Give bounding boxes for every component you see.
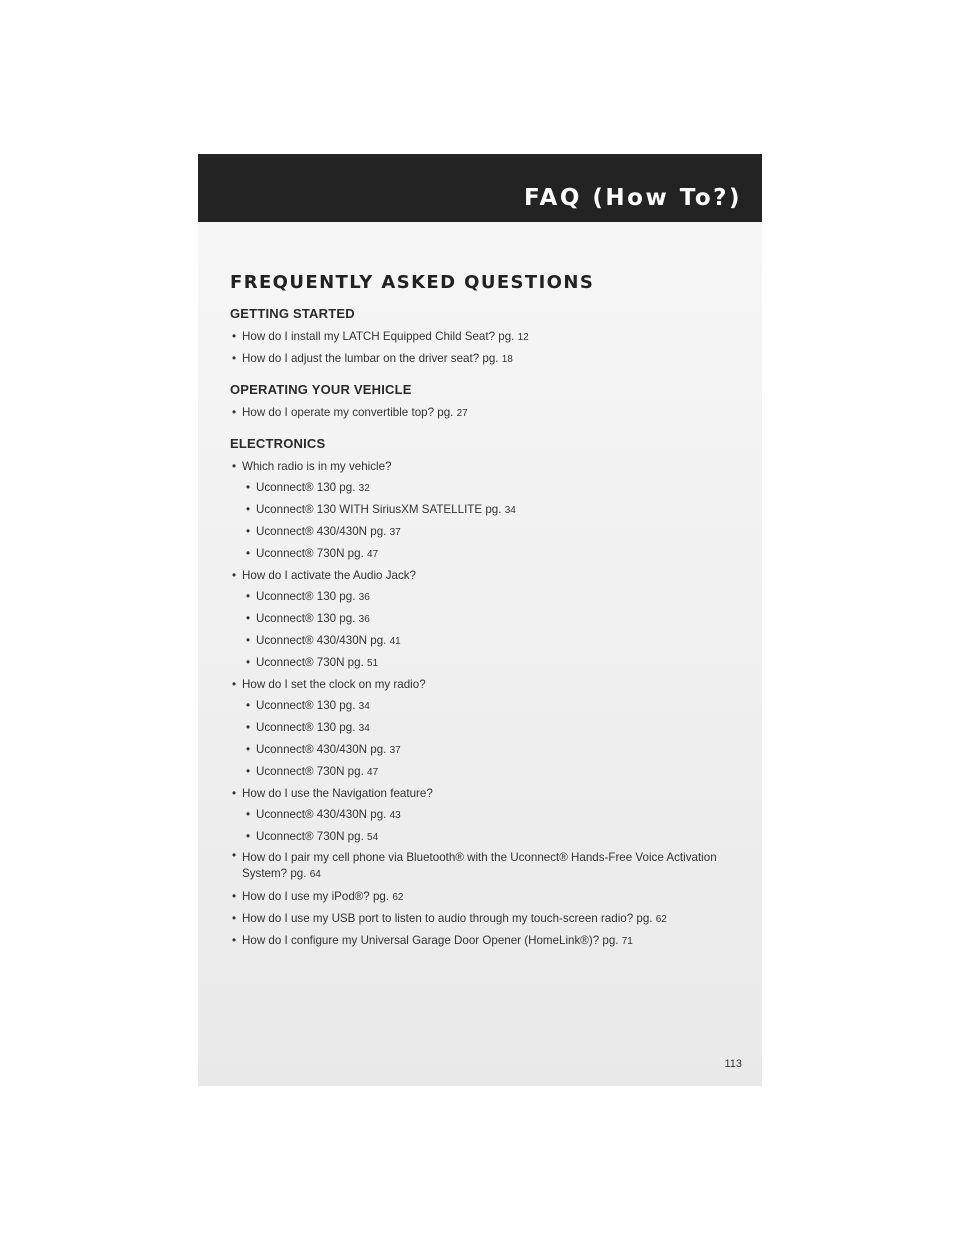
faq-item-usb[interactable]: [230, 908, 750, 930]
bullet: •: [246, 503, 251, 516]
radio-model: Uconnect® 730N pg.: [256, 765, 364, 778]
faq-subitem[interactable]: [230, 761, 750, 783]
radio-model: Uconnect® 430/430N pg.: [256, 634, 387, 647]
bullet: •: [232, 912, 237, 925]
page-heading: FREQUENTLY ASKED QUESTIONS: [230, 272, 595, 293]
page-reference: 34: [358, 701, 370, 712]
faq-subitem[interactable]: [230, 521, 750, 543]
faq-subitem[interactable]: [230, 630, 750, 652]
faq-content: [230, 268, 750, 952]
page-reference: 36: [358, 592, 370, 603]
page-reference: 41: [389, 636, 401, 647]
faq-question: How do I install my LATCH Equipped Child Seat? pg.: [242, 330, 515, 343]
bullet: •: [232, 460, 237, 473]
faq-subitem[interactable]: [230, 543, 750, 565]
faq-question: How do I pair my cell phone via Bluetooth® with the Uconnect® Hands-Free Voice Activation System? pg.: [242, 851, 717, 880]
page-reference: 34: [358, 723, 370, 734]
page-reference: 37: [389, 745, 401, 756]
chapter-header-bar: [198, 154, 762, 222]
faq-question: How do I use my USB port to listen to audio through my touch-screen radio? pg.: [242, 912, 653, 925]
bullet: •: [246, 547, 251, 560]
faq-subitem[interactable]: [230, 586, 750, 608]
faq-question: How do I adjust the lumbar on the driver seat? pg.: [242, 352, 499, 365]
page-reference: 36: [358, 614, 370, 625]
radio-model: Uconnect® 730N pg.: [256, 656, 364, 669]
faq-item-bluetooth[interactable]: [230, 848, 750, 886]
faq-subitem[interactable]: [230, 804, 750, 826]
bullet: •: [246, 612, 251, 625]
page-reference: 54: [367, 832, 379, 843]
bullet: •: [246, 743, 251, 756]
radio-model: Uconnect® 130 pg.: [256, 590, 356, 603]
faq-subitem[interactable]: [230, 477, 750, 499]
bullet: •: [232, 787, 237, 800]
faq-item-which-radio: [230, 456, 750, 477]
radio-model: Uconnect® 430/430N pg.: [256, 808, 387, 821]
faq-question: Which radio is in my vehicle?: [242, 460, 392, 473]
radio-model: Uconnect® 430/430N pg.: [256, 525, 387, 538]
page-reference: 34: [504, 505, 516, 516]
page-reference: 12: [517, 332, 529, 343]
faq-question: How do I operate my convertible top? pg.: [242, 406, 454, 419]
page-reference: 64: [309, 869, 321, 880]
page-reference: 47: [367, 549, 379, 560]
faq-item-latch-child-seat[interactable]: [230, 326, 750, 348]
faq-item-navigation: [230, 783, 750, 804]
radio-model: Uconnect® 130 WITH SiriusXM SATELLITE pg.: [256, 503, 502, 516]
faq-subitem[interactable]: [230, 695, 750, 717]
section-title-operating-your-vehicle: OPERATING YOUR VEHICLE: [230, 382, 412, 397]
faq-subitem[interactable]: [230, 499, 750, 521]
bullet: •: [246, 721, 251, 734]
faq-question: How do I activate the Audio Jack?: [242, 569, 417, 582]
bullet: •: [246, 765, 251, 778]
bullet: •: [246, 656, 251, 669]
faq-question: How do I set the clock on my radio?: [242, 678, 426, 691]
faq-item-audio-jack: [230, 565, 750, 586]
bullet: •: [232, 352, 237, 365]
section-title-getting-started: GETTING STARTED: [230, 306, 355, 321]
manual-page: [198, 154, 762, 1086]
bullet: •: [246, 830, 251, 843]
radio-model: Uconnect® 130 pg.: [256, 481, 356, 494]
faq-subitem[interactable]: [230, 608, 750, 630]
bullet: •: [246, 590, 251, 603]
bullet: •: [232, 890, 237, 903]
page-reference: 18: [501, 354, 513, 365]
radio-model: Uconnect® 730N pg.: [256, 547, 364, 560]
bullet: •: [246, 525, 251, 538]
bullet: •: [232, 678, 237, 691]
page-reference: 43: [389, 810, 401, 821]
bullet: •: [232, 330, 237, 343]
page-number: 113: [724, 1058, 742, 1070]
radio-model: Uconnect® 130 pg.: [256, 612, 356, 625]
radio-model: Uconnect® 430/430N pg.: [256, 743, 387, 756]
bullet: •: [232, 934, 237, 947]
page-reference: 37: [389, 527, 401, 538]
bullet: •: [246, 808, 251, 821]
radio-model: Uconnect® 130 pg.: [256, 699, 356, 712]
faq-subitem[interactable]: [230, 652, 750, 674]
bullet: •: [232, 849, 237, 862]
page-reference: 51: [367, 658, 379, 669]
faq-item-set-clock: [230, 674, 750, 695]
faq-subitem[interactable]: [230, 717, 750, 739]
page-reference: 27: [456, 408, 468, 419]
bullet: •: [232, 569, 237, 582]
bullet: •: [246, 634, 251, 647]
radio-model: Uconnect® 730N pg.: [256, 830, 364, 843]
faq-question: How do I use my iPod®? pg.: [242, 890, 390, 903]
faq-question: How do I configure my Universal Garage Door Opener (HomeLink®)? pg.: [242, 934, 619, 947]
page-reference: 62: [655, 914, 667, 925]
page-reference: 71: [621, 936, 633, 947]
radio-model: Uconnect® 130 pg.: [256, 721, 356, 734]
faq-item-garage-door[interactable]: [230, 930, 750, 952]
bullet: •: [246, 481, 251, 494]
faq-subitem[interactable]: [230, 826, 750, 848]
faq-question: How do I use the Navigation feature?: [242, 787, 433, 800]
section-title-electronics: ELECTRONICS: [230, 436, 326, 451]
bullet: •: [232, 406, 237, 419]
faq-subitem[interactable]: [230, 739, 750, 761]
faq-item-convertible-top[interactable]: [230, 402, 750, 424]
chapter-title: FAQ (How To?): [523, 185, 742, 211]
faq-item-ipod[interactable]: [230, 886, 750, 908]
faq-item-lumbar[interactable]: [230, 348, 750, 370]
page-reference: 32: [358, 483, 370, 494]
page-reference: 47: [367, 767, 379, 778]
page-reference: 62: [392, 892, 404, 903]
bullet: •: [246, 699, 251, 712]
